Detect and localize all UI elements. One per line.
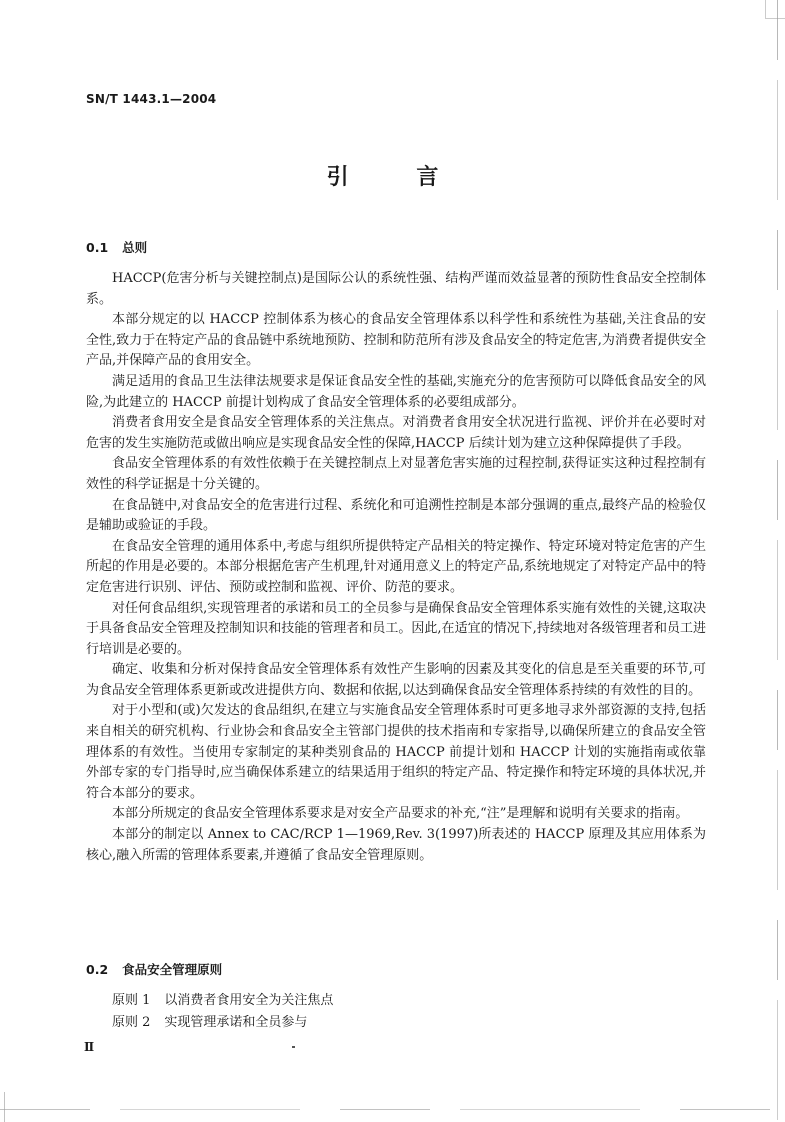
paragraph: 在食品安全管理的通用体系中,考虑与组织所提供特定产品相关的特定操作、特定环境对特定危害的产生所起的作用是必要的。本部分根据危害产生机理,针对通用意义上的特定产品,系统地规定了对特定产品中的特定危害进行识别、评估、预防或控制和监视、评价、防范的要求。 (86, 538, 706, 595)
paragraph: 本部分的制定以 Annex to CAC/RCP 1—1969,Rev. 3(1997)所表述的 HACCP 原理及其应用体系为核心,融入所需的管理体系要素,并遵循了食品安全管理原则。 (86, 827, 706, 863)
section-number: 0.2 (86, 962, 109, 977)
standard-code: SN/T 1443.1—2004 (86, 92, 217, 106)
principle-item (112, 1012, 333, 1034)
principle-label: 原则 1 (112, 993, 151, 1008)
scan-corner-mark (765, 0, 785, 19)
scan-dot (292, 1046, 295, 1048)
paragraph: 本部分规定的以 HACCP 控制体系为核心的食品安全管理体系以科学性和系统性为基础,关注食品的安全性,致力于在特定产品的食品链中系统地预防、控制和防范所有涉及食品安全的特定危害,为消费者提供安全产品,并保障产品的食用安全。 (86, 312, 706, 369)
paragraph: 消费者食用安全是食品安全管理体系的关注焦点。对消费者食用安全状况进行监视、评价并在必要时对危害的发生实施防范或做出响应是实现食品安全性的保障,HACCP 后续计划为建立这种保障提供了手段。 (86, 415, 706, 451)
paragraph: 在食品链中,对食品安全的危害进行过程、系统化和可追溯性控制是本部分强调的重点,最终产品的检验仅是辅助或验证的手段。 (86, 497, 706, 534)
section-title: 食品安全管理原则 (122, 962, 223, 977)
section-body-0-1 (86, 269, 706, 866)
principles-list (112, 990, 333, 1034)
principle-item (112, 990, 333, 1012)
paragraph: 食品安全管理体系的有效性依赖于在关键控制点上对显著危害实施的过程控制,获得证实这种过程控制有效性的科学证据是十分关键的。 (86, 456, 706, 492)
paragraph: HACCP(危害分析与关键控制点)是国际公认的系统性强、结构严谨而效益显著的预防性食品安全控制体系。 (86, 271, 706, 307)
scan-bottom-line (0, 1109, 785, 1110)
principle-text: 实现管理承诺和全员参与 (164, 1015, 308, 1030)
paragraph: 本部分所规定的食品安全管理体系要求是对安全产品要求的补充,“注”是理解和说明有关要求的指南。 (112, 806, 689, 822)
section-heading-0-1 (86, 238, 147, 256)
principle-label: 原则 2 (112, 1015, 151, 1030)
page-number: Ⅱ (84, 1040, 95, 1054)
scan-left-mark (4, 1092, 5, 1122)
paragraph: 对于小型和(或)欠发达的食品组织,在建立与实施食品安全管理体系时可更多地寻求外部资源的支持,包括来自相关的研究机构、行业协会和食品安全主管部门提供的技术指南和专家指导,以确保所建立的食品安全管理体系的有效性。当使用专家制定的某种类别食品的 HACCP 前提计划和 HACCP 计划的实施指南或依靠外部专家的专门指导时,应当确保体系建立的结果适用于组织的特定产品、特定操作和特定环境的具体状况,并符合本部分的要求。 (86, 703, 706, 801)
paragraph: 满足适用的食品卫生法律法规要求是保证食品安全性的基础,实施充分的危害预防可以降低食品安全的风险,为此建立的 HACCP 前提计划构成了食品安全管理体系的必要组成部分。 (86, 373, 706, 410)
scan-edge-line (777, 0, 778, 1122)
section-heading-0-2 (86, 960, 222, 978)
page-title: 引 言 (326, 165, 469, 190)
paragraph: 确定、收集和分析对保持食品安全管理体系有效性产生影响的因素及其变化的信息是至关重要的环节,可为食品安全管理体系更新或改进提供方向、数据和依据,以达到确保食品安全管理体系持续的有效性的目的。 (86, 662, 706, 698)
section-number: 0.1 (86, 240, 109, 255)
principle-text: 以消费者食用安全为关注焦点 (164, 993, 334, 1008)
paragraph: 对任何食品组织,实现管理者的承诺和员工的全员参与是确保食品安全管理体系实施有效性的关键,这取决于具备食品安全管理及控制知识和技能的管理者和员工。因此,在适宜的情况下,持续地对各级管理者和员工进行培训是必要的。 (86, 600, 706, 657)
section-title: 总则 (122, 240, 148, 255)
